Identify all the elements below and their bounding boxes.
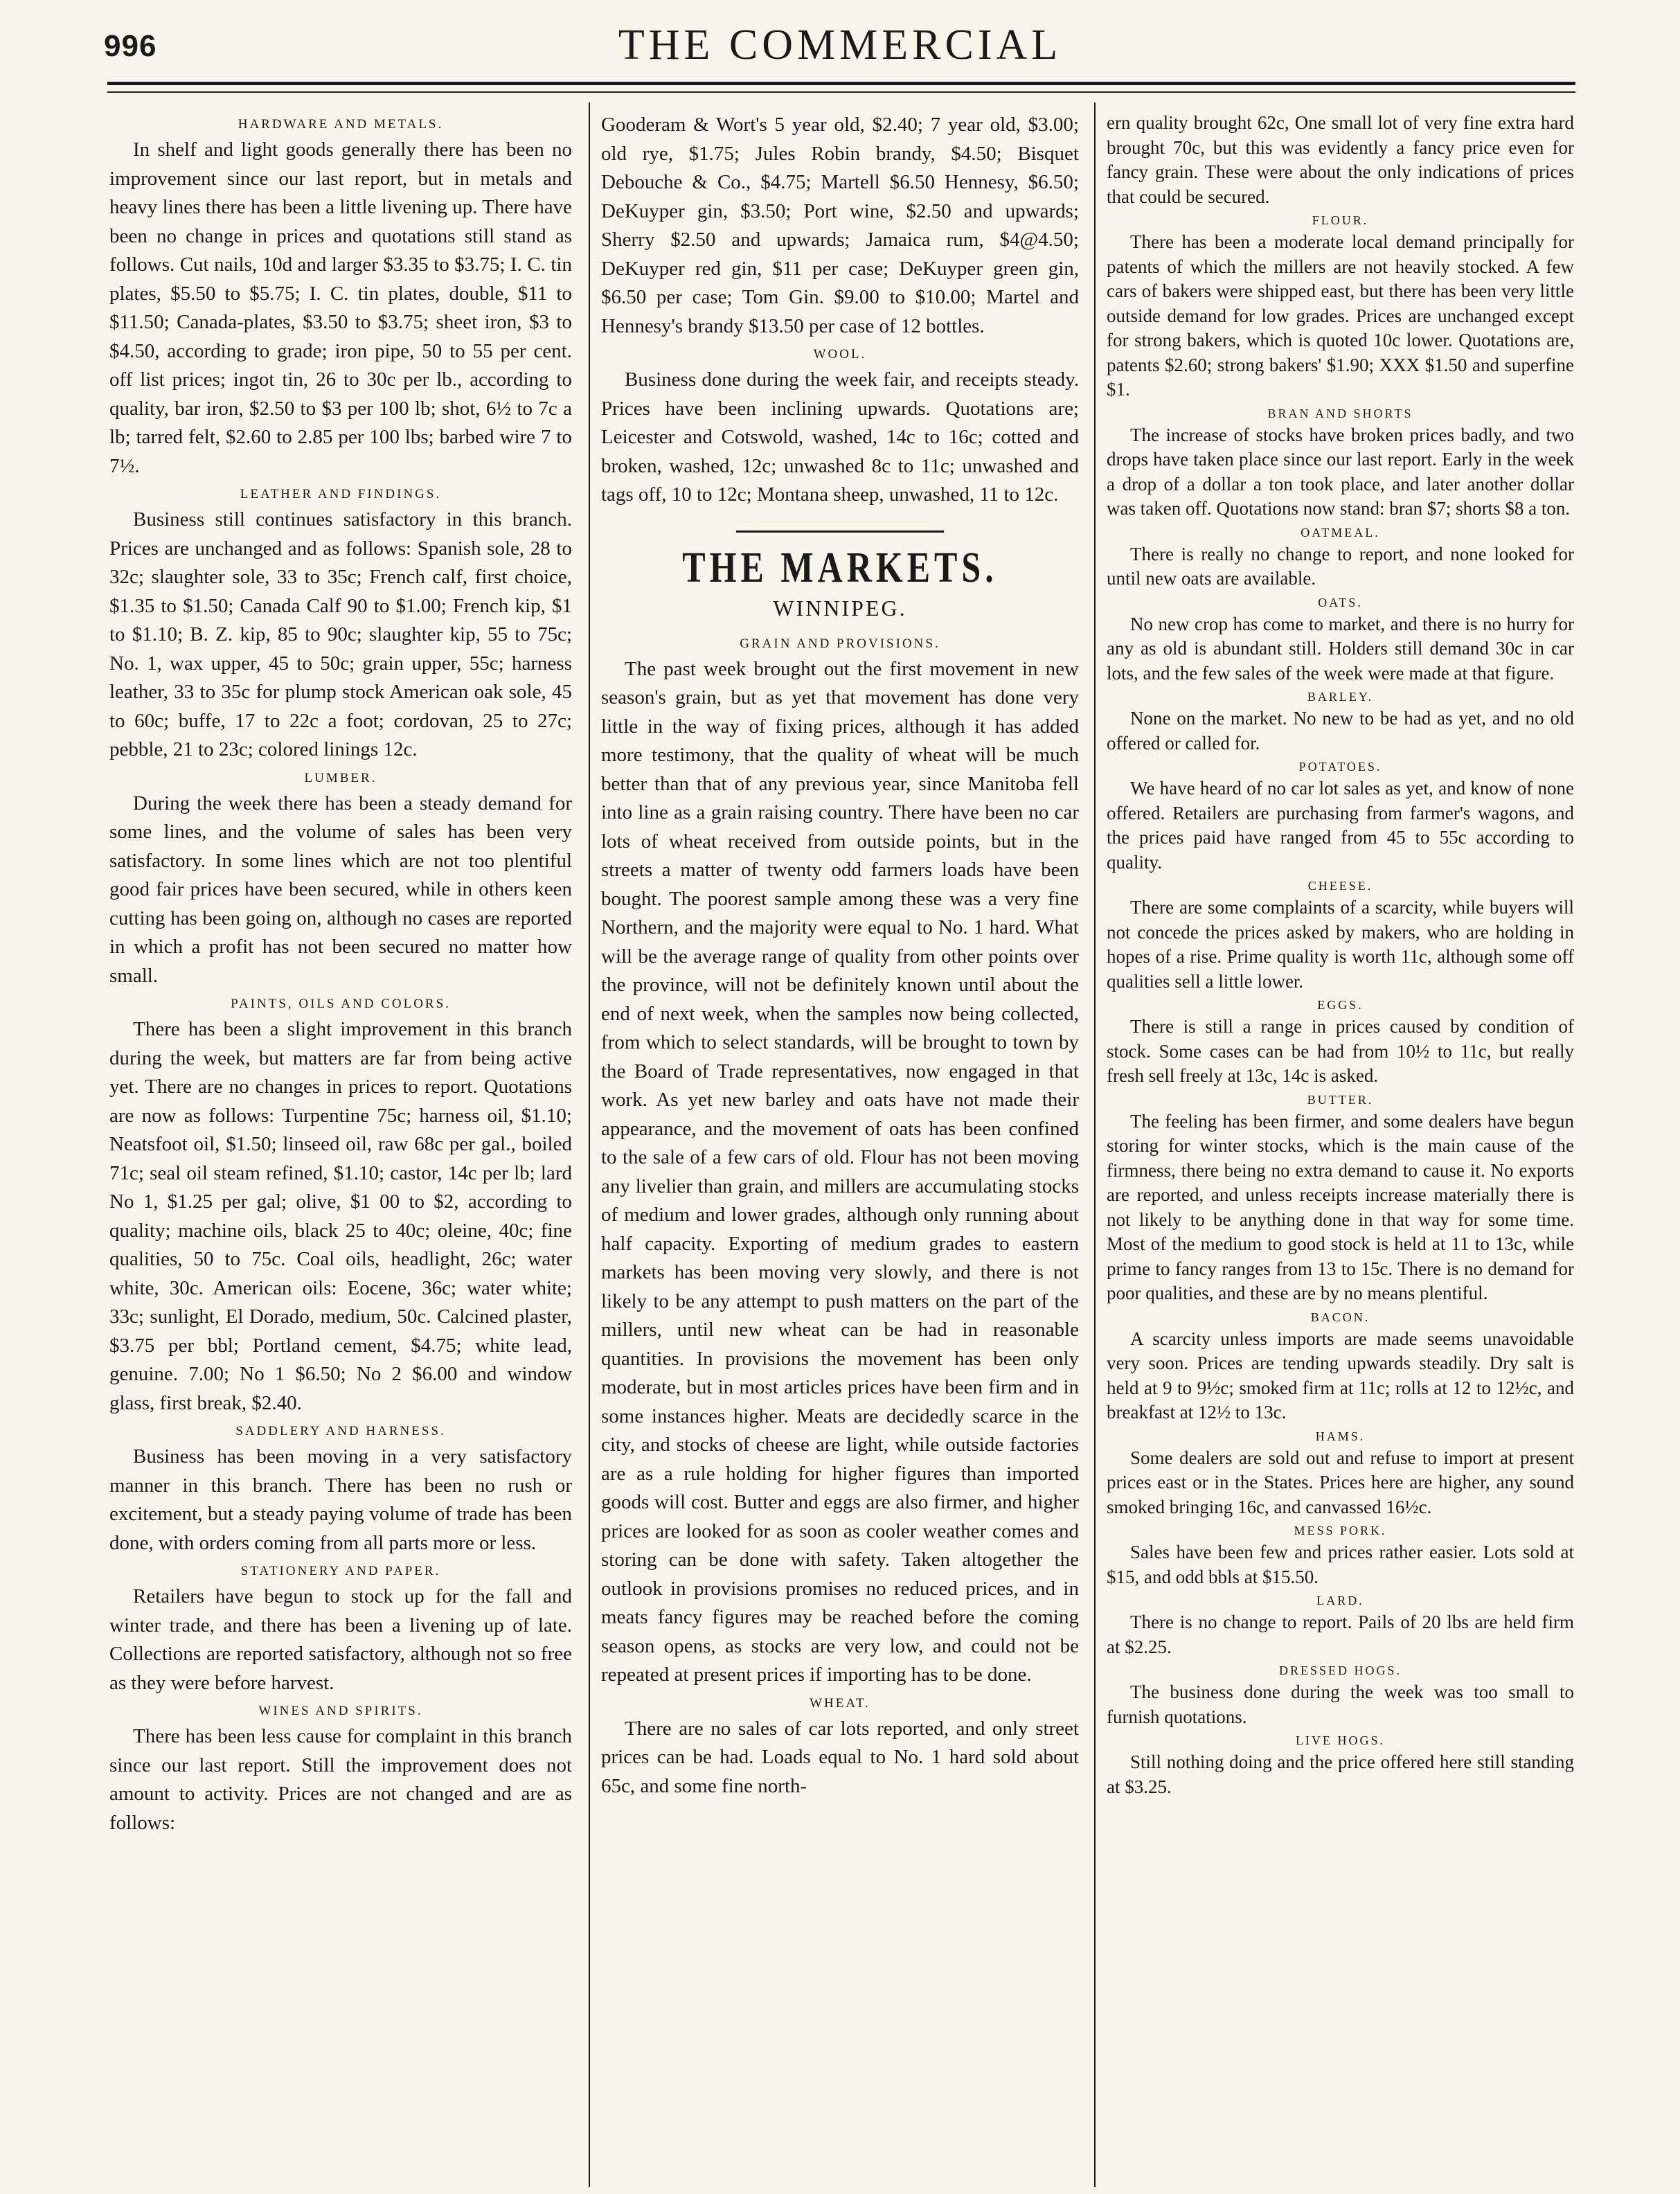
section-heading: LUMBER. — [304, 770, 377, 785]
section-heading: BACON. — [1310, 1310, 1370, 1324]
section-heading: LARD. — [1316, 1594, 1364, 1607]
section-heading: HARDWARE AND METALS. — [238, 117, 444, 132]
article-paragraph: Sales have been few and prices rather easier. Lots sold at $15, and odd bbls at $15.50. — [1107, 1542, 1574, 1587]
article-paragraph: No new crop has come to market, and there is no hurry for any as old is abundant still. Holders still demand 30c in car lots, and the few sales of the week were made at that figure. — [1107, 613, 1574, 684]
markets-city: WINNIPEG. — [773, 596, 907, 621]
article-paragraph: There is still a range in prices caused by condition of stock. Some cases can be had from 10½ to 11c, but really fresh sell freely at 13c, 14c is asked. — [1107, 1016, 1574, 1086]
section-heading: LEATHER AND FINDINGS. — [240, 487, 442, 501]
column-3 — [1107, 111, 1574, 2182]
section-heading: PAINTS, OILS AND COLORS. — [231, 997, 451, 1011]
section-heading: HAMS. — [1315, 1429, 1366, 1443]
section-heading: OATMEAL. — [1301, 525, 1380, 539]
section-heading: MESS PORK. — [1294, 1524, 1387, 1537]
article-paragraph: Business has been moving in a very satisfactory manner in this branch. There has been no rush or excitement, but a steady paying volume of trade has been done, with orders coming from all parts more or less. — [109, 1445, 572, 1554]
column-1 — [109, 111, 572, 2182]
section-heading: BUTTER. — [1307, 1092, 1374, 1107]
header-rule — [107, 82, 1575, 85]
section-heading: SADDLERY AND HARNESS. — [235, 1424, 446, 1438]
section-heading: BRAN AND SHORTS — [1267, 406, 1413, 420]
section-heading: GRAIN AND PROVISIONS. — [740, 636, 940, 651]
article-paragraph: During the week there has been a steady demand for some lines, and the volume of sales has been very satisfactory. In some lines which are not too plentiful good fair prices have been secured, while in others keen cutting has been going on, although no cases are reported in which a profit has not been secured no matter how small. — [109, 792, 572, 987]
section-heading: EGGS. — [1317, 998, 1364, 1012]
article-paragraph: Business done during the week fair, and receipts steady. Prices have been inclining upwards. Quotations are; Leicester and Cotswold, washed, 14c to 16c; cotted and broken, washed, 12c; unwashed 8c to 11c; unwashed and tags off, 10 to 12c; Montana sheep, unwashed, 11 to 12c. — [601, 368, 1079, 506]
section-divider — [736, 530, 944, 533]
article-paragraph: The business done during the week was too small to furnish quotations. — [1107, 1682, 1574, 1727]
article-paragraph: Gooderam & Wort's 5 year old, $2.40; 7 year old, $3.00; old rye, $1.75; Jules Robin brandy, $4.50; Bisquet Debouche & Co., $4.75; Martell $6.50 Hennesy, $6.50; DeKuyper gin, $3.50; Port wine, $2.50 and upwards; Sherry $2.50 and upwards; Jamaica rum, $4@4.50; DeKuyper red gin, $11 per case; DeKuyper green gin, $6.50 per case; Tom Gin. $9.00 to $10.00; Martel and Hennesy's brandy $13.50 per case of 12 bottles. — [601, 114, 1079, 337]
masthead-title: THE COMMERCIAL — [618, 21, 1062, 69]
section-heading: WINES AND SPIRITS. — [258, 1704, 423, 1718]
section-heading: POTATOES. — [1298, 760, 1382, 774]
markets-title: THE MARKETS. — [682, 542, 998, 591]
article-paragraph: The past week brought out the first movement in new season's grain, but as yet that movement has done very little in the way of fixing prices, although it has added more testimony, that the quality of wheat will be much better than that of any previous year, since Manitoba fell into line as a grain raising country. There have been no car lots of wheat received from outside points, but in the streets a matter of twenty odd farmers loads have been bought. The poorest sample among these was a very fine Northern, and the majority were equal to No. 1 hard. What will be the average range of quality from other points over the province, will not be definitely known until about the end of next week, when the samples now being collected, from which to select standards, will be brought to town by the Board of Trade representatives, now engaged in that work. As yet new barley and oats have not made their appearance, and the movement of oats has been confined to the sale of a few cars of old. Flour has not been moving any livelier than grain, and millers are accumulating stocks of medium and lower grades, although only running about half capacity. Exporting of medium grades to eastern markets has been moving very slowly, and there is not likely to be any attempt to push matters on the part of the millers, until new wheat can be had in reasonable quantities. In provisions the movement has been only moderate, but in most articles prices have been firm and in some instances higher. Meats are decidedly scarce in the city, and stocks of cheese are light, while outside factories are as a rule holding for higher figures than imported goods will cost. Butter and eggs are also firmer, and higher prices are looked for as soon as cooler weather comes and storing can be done with safety. Taken altogether the outlook in provisions promises no reduced prices, and in meats fancy figures may be reached before the coming season opens, as stocks are very low, and could not be repeated at present prices if importing has to be done. — [601, 657, 1079, 1686]
section-heading: STATIONERY AND PAPER. — [240, 1564, 441, 1578]
section-heading: DRESSED HOGS. — [1278, 1664, 1402, 1677]
section-heading: OATS. — [1318, 595, 1363, 609]
section-heading: BARLEY. — [1307, 690, 1374, 704]
article-paragraph: There has been less cause for complaint in this branch since our last report. Still the improvement does not amount to activity. Prices are not changed and are as follows: — [109, 1725, 572, 1834]
section-heading: LIVE HOGS. — [1296, 1733, 1385, 1747]
column-divider — [589, 102, 590, 2187]
section-heading: WOOL. — [813, 347, 867, 362]
article-paragraph: There is really no change to report, and none looked for until new oats are available. — [1107, 543, 1574, 589]
section-heading: FLOUR. — [1312, 213, 1369, 227]
article-paragraph: None on the market. No new to be had as yet, and no old offered or called for. — [1107, 708, 1574, 753]
article-paragraph: There has been a moderate local demand principally for patents of which the millers are not heavily stocked. A few cars of bakers were shipped east, but there has been very little outside demand for low grades. Prices are unchanged except for strong bakers, which is quoted 10c lower. Quotations are, patents $2.60; strong bakers' $1.90; XXX $1.50 and superfine $1. — [1107, 231, 1574, 400]
section-heading: CHEESE. — [1307, 879, 1373, 893]
column-divider — [1094, 102, 1096, 2187]
article-paragraph: Business still continues satisfactory in this branch. Prices are unchanged and as follows: Spanish sole, 28 to 32c; slaughter sole, 33 to 35c; French calf, first choice, $1.35 to $1.50; Canada Calf 90 to $1.00; French kip, $1 to $1.10; B. Z. kip, 85 to 90c; slaughter kip, 55 to 75c; No. 1, wax upper, 45 to 50c; grain upper, 55c; harness leather, 33 to 35c for plump stock American oak sole, 45 to 60c; buffe, 17 to 22c a foot; cordovan, 25 to 27c; pebble, 21 to 23c; colored linings 12c. — [109, 508, 572, 760]
column-2 — [601, 111, 1079, 2182]
header-rule-thin — [107, 91, 1575, 93]
article-paragraph: ern quality brought 62c, One small lot of very fine extra hard brought 70c, but this was evidently a fancy price even for fancy grain. These were about the only indications of prices that could be secured. — [1107, 112, 1574, 207]
article-paragraph: Retailers have begun to stock up for the fall and winter trade, and there has been a livening up of late. Collections are reported satisfactory, although not so free as they were before harvest. — [109, 1585, 572, 1694]
article-paragraph: There has been a slight improvement in this branch during the week, but matters are far from being active yet. There are no changes in prices to report. Quotations are now as follows: Turpentine 75c; harness oil, $1.10; Neatsfoot oil, $1.50; linseed oil, raw 68c per gal., boiled 71c; seal oil steam refined, $1.10; castor, 14c per lb; lard No 1, $1.25 per gal; olive, $1 00 to $2, according to quality; machine oils, black 25 to 40c; oleine, 40c; fine qualities, 50 to 75c. Coal oils, headlight, 26c; water white, 30c. American oils: Eocene, 36c; water white; 33c; sunlight, El Dorado, medium, 50c. Calcined plaster, $3.75 per bbl; Portland cement, $4.75; white lead, genuine. 7.00; No 1 $6.50; No 2 $6.00 and window glass, first break, $2.40. — [109, 1018, 572, 1414]
article-paragraph: A scarcity unless imports are made seems unavoidable very soon. Prices are tending upwards steadily. Dry salt is held at 9 to 9½c; smoked firm at 11c; rolls at 12 to 12½c, and breakfast at 12½ to 13c. — [1107, 1328, 1574, 1422]
section-heading: WHEAT. — [810, 1695, 870, 1711]
article-paragraph: We have heard of no car lot sales as yet, and know of none offered. Retailers are purchasing from farmer's wagons, and the prices paid have ranged from 45 to 55c according to quality. — [1107, 778, 1574, 873]
article-paragraph: There are no sales of car lots reported, and only street prices can be had. Loads equal to No. 1 hard sold about 65c, and some fine north- — [601, 1717, 1079, 1797]
article-paragraph: The feeling has been firmer, and some dealers have begun storing for winter stocks, which is the main cause of the firmness, there being no extra demand to cause it. No exports are reported, and unless receipts increase materially there is not likely to be anything done in that way for some time. Most of the medium to good stock is held at 11 to 13c, while prime to fancy ranges from 13 to 15c. There is no demand for poor qualities, and these are by no means plentiful. — [1107, 1110, 1574, 1303]
page-number: 996 — [104, 29, 157, 63]
article-paragraph: The increase of stocks have broken prices badly, and two drops have taken place since our last report. Early in the week a drop of a dollar a ton took place, and later another dollar was taken off. Quotations now stand: bran $7; shorts $8 a ton. — [1107, 424, 1574, 519]
article-paragraph: Some dealers are sold out and refuse to import at present prices east or in the States. Prices here are higher, any sound smoked bringing 16c, and canvassed 16½c. — [1107, 1447, 1574, 1517]
article-paragraph: Still nothing doing and the price offered here still standing at $3.25. — [1107, 1751, 1574, 1797]
article-paragraph: There is no change to report. Pails of 20 lbs are held firm at $2.25. — [1107, 1612, 1574, 1657]
article-paragraph: In shelf and light goods generally there has been no improvement since our last report, but in metals and heavy lines there has been a little livening up. There have been no change in prices and quotations still stand as follows. Cut nails, 10d and larger $3.35 to $3.75; I. C. tin plates, $5.50 to $5.75; I. C. tin plates, double, $11 to $11.50; Canada-plates, $3.50 to $3.75; sheet iron, $3 to $4.50, according to grade; iron pipe, 50 to 55 per cent. off list prices; ingot tin, 26 to 30c per lb., according to quality, bar iron, $2.50 to $3 per 100 lb; shot, 6½ to 7c a lb; tarred felt, $2.60 to 2.85 per 100 lbs; barbed wire 7 to 7½. — [109, 139, 572, 477]
article-paragraph: There are some complaints of a scarcity, while buyers will not concede the prices asked by makers, who are holding in hopes of a rise. Prime quality is worth 11c, although some off qualities sell a little lower. — [1107, 897, 1574, 992]
